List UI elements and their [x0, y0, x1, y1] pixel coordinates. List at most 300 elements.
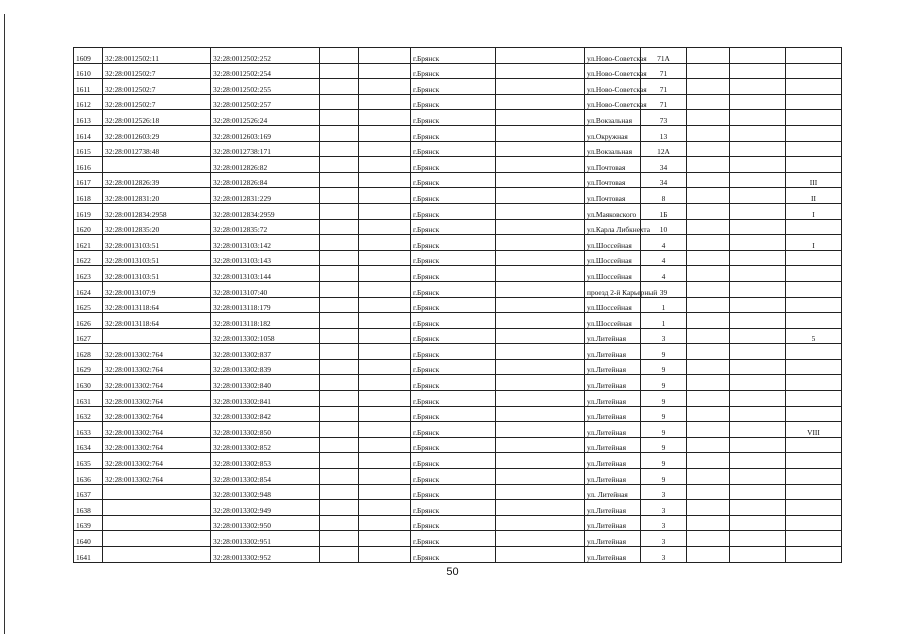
table-row	[74, 328, 842, 344]
city-cell: г.Брянск	[411, 531, 496, 547]
empty-cell	[320, 235, 359, 251]
table-row	[74, 94, 842, 110]
empty-cell	[359, 235, 411, 251]
empty-cell	[687, 422, 730, 438]
empty-cell	[359, 94, 411, 110]
premises-number-cell	[786, 297, 842, 313]
building-cadastral-cell: 32:28:0012502:255	[211, 79, 320, 95]
empty-cell	[687, 515, 730, 531]
city-cell: г.Брянск	[411, 219, 496, 235]
street-cell: ул.Литейная	[585, 515, 641, 531]
empty-cell	[496, 203, 585, 219]
row-number-cell: 1609	[74, 48, 103, 64]
house-number-cell: 9	[641, 406, 687, 422]
empty-cell	[687, 328, 730, 344]
premises-number-cell: VIII	[786, 422, 842, 438]
empty-cell	[730, 469, 786, 485]
table-row	[74, 359, 842, 375]
empty-cell	[687, 359, 730, 375]
empty-cell	[359, 250, 411, 266]
city-cell: г.Брянск	[411, 344, 496, 360]
city-cell: г.Брянск	[411, 250, 496, 266]
land-cadastral-cell	[103, 500, 211, 516]
land-cadastral-cell: 32:28:0012603:29	[103, 125, 211, 141]
empty-cell	[730, 547, 786, 563]
land-cadastral-cell: 32:28:0013302:764	[103, 453, 211, 469]
empty-cell	[687, 188, 730, 204]
street-cell: ул.Литейная	[585, 328, 641, 344]
street-cell: ул.Литейная	[585, 375, 641, 391]
row-number-cell: 1634	[74, 437, 103, 453]
empty-cell	[320, 515, 359, 531]
building-cadastral-cell: 32:28:0012502:254	[211, 63, 320, 79]
house-number-cell: 9	[641, 437, 687, 453]
building-cadastral-cell: 32:28:0013302:853	[211, 453, 320, 469]
empty-cell	[496, 297, 585, 313]
empty-cell	[730, 531, 786, 547]
empty-cell	[730, 500, 786, 516]
row-number-cell: 1632	[74, 406, 103, 422]
empty-cell	[320, 406, 359, 422]
empty-cell	[320, 172, 359, 188]
empty-cell	[320, 141, 359, 157]
house-number-cell: 3	[641, 515, 687, 531]
premises-number-cell	[786, 500, 842, 516]
empty-cell	[320, 484, 359, 500]
premises-number-cell	[786, 531, 842, 547]
row-number-cell: 1633	[74, 422, 103, 438]
empty-cell	[359, 110, 411, 126]
street-cell: ул.Ново-Советская	[585, 79, 641, 95]
city-cell: г.Брянск	[411, 188, 496, 204]
building-cadastral-cell: 32:28:0013302:1058	[211, 328, 320, 344]
street-cell: ул.Почтовая	[585, 172, 641, 188]
empty-cell	[359, 297, 411, 313]
premises-number-cell	[786, 344, 842, 360]
land-cadastral-cell	[103, 515, 211, 531]
empty-cell	[687, 375, 730, 391]
empty-cell	[359, 484, 411, 500]
empty-cell	[687, 48, 730, 64]
empty-cell	[730, 515, 786, 531]
table-row	[74, 125, 842, 141]
land-cadastral-cell: 32:28:0012835:20	[103, 219, 211, 235]
premises-number-cell	[786, 94, 842, 110]
building-cadastral-cell: 32:28:0013302:850	[211, 422, 320, 438]
empty-cell	[496, 406, 585, 422]
street-cell: ул.Литейная	[585, 547, 641, 563]
street-cell: ул.Шоссейная	[585, 235, 641, 251]
empty-cell	[687, 281, 730, 297]
land-cadastral-cell	[103, 328, 211, 344]
house-number-cell: 9	[641, 391, 687, 407]
city-cell: г.Брянск	[411, 453, 496, 469]
land-cadastral-cell: 32:28:0013302:764	[103, 437, 211, 453]
city-cell: г.Брянск	[411, 359, 496, 375]
registry-table	[73, 47, 842, 563]
land-cadastral-cell: 32:28:0012826:39	[103, 172, 211, 188]
house-number-cell: 13	[641, 125, 687, 141]
street-cell: ул.Литейная	[585, 344, 641, 360]
building-cadastral-cell: 32:28:0013302:837	[211, 344, 320, 360]
row-number-cell: 1625	[74, 297, 103, 313]
premises-number-cell	[786, 437, 842, 453]
land-cadastral-cell: 32:28:0013302:764	[103, 422, 211, 438]
table-row	[74, 437, 842, 453]
table-row	[74, 344, 842, 360]
house-number-cell: 3	[641, 531, 687, 547]
table-row	[74, 422, 842, 438]
house-number-cell: 9	[641, 375, 687, 391]
street-cell: ул.Литейная	[585, 500, 641, 516]
empty-cell	[359, 172, 411, 188]
land-cadastral-cell: 32:28:0012502:7	[103, 63, 211, 79]
house-number-cell: 4	[641, 235, 687, 251]
table-row	[74, 406, 842, 422]
empty-cell	[320, 500, 359, 516]
house-number-cell: 1	[641, 313, 687, 329]
house-number-cell: 71А	[641, 48, 687, 64]
empty-cell	[496, 141, 585, 157]
building-cadastral-cell: 32:28:0012738:171	[211, 141, 320, 157]
house-number-cell: 34	[641, 157, 687, 173]
empty-cell	[687, 266, 730, 282]
empty-cell	[496, 437, 585, 453]
empty-cell	[687, 172, 730, 188]
land-cadastral-cell: 32:28:0013103:51	[103, 235, 211, 251]
empty-cell	[320, 188, 359, 204]
premises-number-cell	[786, 359, 842, 375]
empty-cell	[320, 110, 359, 126]
empty-cell	[730, 110, 786, 126]
street-cell: ул.Ново-Советская	[585, 63, 641, 79]
row-number-cell: 1613	[74, 110, 103, 126]
empty-cell	[496, 63, 585, 79]
empty-cell	[496, 172, 585, 188]
house-number-cell: 3	[641, 500, 687, 516]
land-cadastral-cell: 32:28:0013107:9	[103, 281, 211, 297]
city-cell: г.Брянск	[411, 328, 496, 344]
empty-cell	[320, 422, 359, 438]
empty-cell	[730, 484, 786, 500]
empty-cell	[496, 515, 585, 531]
row-number-cell: 1614	[74, 125, 103, 141]
row-number-cell: 1627	[74, 328, 103, 344]
empty-cell	[730, 203, 786, 219]
premises-number-cell	[786, 250, 842, 266]
city-cell: г.Брянск	[411, 266, 496, 282]
row-number-cell: 1631	[74, 391, 103, 407]
building-cadastral-cell: 32:28:0013118:179	[211, 297, 320, 313]
street-cell: ул.Вокзальная	[585, 110, 641, 126]
row-number-cell: 1616	[74, 157, 103, 173]
house-number-cell: 71	[641, 94, 687, 110]
city-cell: г.Брянск	[411, 297, 496, 313]
row-number-cell: 1615	[74, 141, 103, 157]
premises-number-cell	[786, 375, 842, 391]
empty-cell	[359, 281, 411, 297]
building-cadastral-cell: 32:28:0012826:82	[211, 157, 320, 173]
building-cadastral-cell: 32:28:0013302:854	[211, 469, 320, 485]
empty-cell	[730, 297, 786, 313]
premises-number-cell	[786, 484, 842, 500]
table-row	[74, 79, 842, 95]
premises-number-cell	[786, 125, 842, 141]
empty-cell	[320, 328, 359, 344]
premises-number-cell	[786, 110, 842, 126]
empty-cell	[496, 422, 585, 438]
house-number-cell: 1Б	[641, 203, 687, 219]
street-cell: ул.Шоссейная	[585, 313, 641, 329]
empty-cell	[496, 188, 585, 204]
table-row	[74, 453, 842, 469]
house-number-cell: 3	[641, 328, 687, 344]
street-cell: ул.Литейная	[585, 437, 641, 453]
empty-cell	[320, 94, 359, 110]
row-number-cell: 1611	[74, 79, 103, 95]
empty-cell	[496, 266, 585, 282]
empty-cell	[730, 422, 786, 438]
table-row	[74, 219, 842, 235]
empty-cell	[320, 125, 359, 141]
empty-cell	[687, 391, 730, 407]
city-cell: г.Брянск	[411, 406, 496, 422]
row-number-cell: 1640	[74, 531, 103, 547]
empty-cell	[496, 531, 585, 547]
empty-cell	[320, 375, 359, 391]
street-cell: проезд 2-й Карьерный	[585, 281, 641, 297]
table-row	[74, 63, 842, 79]
building-cadastral-cell: 32:28:0012603:169	[211, 125, 320, 141]
empty-cell	[687, 297, 730, 313]
city-cell: г.Брянск	[411, 94, 496, 110]
empty-cell	[496, 94, 585, 110]
table-row	[74, 500, 842, 516]
street-cell: ул.Литейная	[585, 422, 641, 438]
city-cell: г.Брянск	[411, 469, 496, 485]
empty-cell	[359, 219, 411, 235]
empty-cell	[730, 94, 786, 110]
house-number-cell: 12А	[641, 141, 687, 157]
empty-cell	[687, 110, 730, 126]
empty-cell	[320, 79, 359, 95]
building-cadastral-cell: 32:28:0012831:229	[211, 188, 320, 204]
empty-cell	[496, 235, 585, 251]
premises-number-cell: II	[786, 188, 842, 204]
city-cell: г.Брянск	[411, 500, 496, 516]
empty-cell	[730, 141, 786, 157]
building-cadastral-cell: 32:28:0013302:951	[211, 531, 320, 547]
premises-number-cell	[786, 547, 842, 563]
empty-cell	[320, 547, 359, 563]
city-cell: г.Брянск	[411, 48, 496, 64]
street-cell: ул.Ново-Советская	[585, 48, 641, 64]
empty-cell	[687, 203, 730, 219]
building-cadastral-cell: 32:28:0013107:40	[211, 281, 320, 297]
row-number-cell: 1610	[74, 63, 103, 79]
land-cadastral-cell: 32:28:0013302:764	[103, 391, 211, 407]
empty-cell	[359, 63, 411, 79]
empty-cell	[496, 110, 585, 126]
table-row	[74, 515, 842, 531]
empty-cell	[730, 79, 786, 95]
house-number-cell: 39	[641, 281, 687, 297]
empty-cell	[359, 422, 411, 438]
premises-number-cell: III	[786, 172, 842, 188]
house-number-cell: 10	[641, 219, 687, 235]
city-cell: г.Брянск	[411, 141, 496, 157]
scan-edge-line	[4, 14, 5, 634]
empty-cell	[320, 344, 359, 360]
premises-number-cell: I	[786, 203, 842, 219]
city-cell: г.Брянск	[411, 203, 496, 219]
building-cadastral-cell: 32:28:0012835:72	[211, 219, 320, 235]
empty-cell	[730, 48, 786, 64]
land-cadastral-cell: 32:28:0013118:64	[103, 297, 211, 313]
building-cadastral-cell: 32:28:0013302:952	[211, 547, 320, 563]
empty-cell	[359, 375, 411, 391]
empty-cell	[496, 328, 585, 344]
empty-cell	[687, 437, 730, 453]
empty-cell	[359, 48, 411, 64]
empty-cell	[496, 281, 585, 297]
empty-cell	[496, 453, 585, 469]
empty-cell	[687, 500, 730, 516]
house-number-cell: 4	[641, 250, 687, 266]
empty-cell	[730, 313, 786, 329]
land-cadastral-cell: 32:28:0013118:64	[103, 313, 211, 329]
land-cadastral-cell: 32:28:0012502:11	[103, 48, 211, 64]
premises-number-cell	[786, 266, 842, 282]
empty-cell	[320, 437, 359, 453]
building-cadastral-cell: 32:28:0012834:2959	[211, 203, 320, 219]
table-row	[74, 297, 842, 313]
empty-cell	[320, 531, 359, 547]
empty-cell	[359, 515, 411, 531]
land-cadastral-cell: 32:28:0013302:764	[103, 375, 211, 391]
page-number: 50	[446, 566, 459, 578]
premises-number-cell	[786, 141, 842, 157]
empty-cell	[730, 63, 786, 79]
street-cell: ул.Шоссейная	[585, 266, 641, 282]
street-cell: ул.Литейная	[585, 359, 641, 375]
premises-number-cell: I	[786, 235, 842, 251]
table-row	[74, 188, 842, 204]
empty-cell	[687, 79, 730, 95]
city-cell: г.Брянск	[411, 63, 496, 79]
house-number-cell: 71	[641, 63, 687, 79]
row-number-cell: 1635	[74, 453, 103, 469]
building-cadastral-cell: 32:28:0013103:143	[211, 250, 320, 266]
empty-cell	[730, 344, 786, 360]
house-number-cell: 34	[641, 172, 687, 188]
street-cell: ул.Почтовая	[585, 157, 641, 173]
building-cadastral-cell: 32:28:0013103:144	[211, 266, 320, 282]
table-row	[74, 266, 842, 282]
premises-number-cell	[786, 48, 842, 64]
empty-cell	[730, 281, 786, 297]
row-number-cell: 1636	[74, 469, 103, 485]
house-number-cell: 9	[641, 359, 687, 375]
empty-cell	[320, 359, 359, 375]
empty-cell	[687, 531, 730, 547]
empty-cell	[496, 469, 585, 485]
empty-cell	[687, 157, 730, 173]
row-number-cell: 1619	[74, 203, 103, 219]
empty-cell	[730, 437, 786, 453]
building-cadastral-cell: 32:28:0013302:841	[211, 391, 320, 407]
empty-cell	[496, 484, 585, 500]
empty-cell	[687, 141, 730, 157]
row-number-cell: 1639	[74, 515, 103, 531]
empty-cell	[730, 235, 786, 251]
empty-cell	[359, 125, 411, 141]
empty-cell	[687, 484, 730, 500]
house-number-cell: 9	[641, 422, 687, 438]
premises-number-cell	[786, 63, 842, 79]
table-row	[74, 469, 842, 485]
building-cadastral-cell: 32:28:0013302:948	[211, 484, 320, 500]
empty-cell	[730, 266, 786, 282]
empty-cell	[730, 375, 786, 391]
empty-cell	[359, 531, 411, 547]
empty-cell	[359, 359, 411, 375]
empty-cell	[320, 281, 359, 297]
empty-cell	[730, 391, 786, 407]
empty-cell	[359, 141, 411, 157]
row-number-cell: 1628	[74, 344, 103, 360]
empty-cell	[496, 547, 585, 563]
empty-cell	[687, 63, 730, 79]
empty-cell	[359, 437, 411, 453]
row-number-cell: 1638	[74, 500, 103, 516]
city-cell: г.Брянск	[411, 515, 496, 531]
street-cell: ул.Литейная	[585, 469, 641, 485]
row-number-cell: 1637	[74, 484, 103, 500]
building-cadastral-cell: 32:28:0013302:949	[211, 500, 320, 516]
table-row	[74, 313, 842, 329]
empty-cell	[359, 469, 411, 485]
city-cell: г.Брянск	[411, 125, 496, 141]
table-row	[74, 484, 842, 500]
empty-cell	[359, 313, 411, 329]
premises-number-cell	[786, 313, 842, 329]
street-cell: ул.Литейная	[585, 531, 641, 547]
row-number-cell: 1621	[74, 235, 103, 251]
city-cell: г.Брянск	[411, 110, 496, 126]
land-cadastral-cell: 32:28:0012526:18	[103, 110, 211, 126]
city-cell: г.Брянск	[411, 235, 496, 251]
empty-cell	[496, 219, 585, 235]
land-cadastral-cell: 32:28:0013302:764	[103, 359, 211, 375]
premises-number-cell	[786, 219, 842, 235]
city-cell: г.Брянск	[411, 172, 496, 188]
empty-cell	[730, 219, 786, 235]
empty-cell	[730, 359, 786, 375]
empty-cell	[687, 235, 730, 251]
premises-number-cell	[786, 453, 842, 469]
street-cell: ул.Шоссейная	[585, 250, 641, 266]
empty-cell	[320, 48, 359, 64]
empty-cell	[730, 328, 786, 344]
street-cell: ул.Карла Либкнехта	[585, 219, 641, 235]
empty-cell	[320, 266, 359, 282]
building-cadastral-cell: 32:28:0013302:842	[211, 406, 320, 422]
row-number-cell: 1617	[74, 172, 103, 188]
land-cadastral-cell	[103, 547, 211, 563]
city-cell: г.Брянск	[411, 484, 496, 500]
premises-number-cell	[786, 515, 842, 531]
